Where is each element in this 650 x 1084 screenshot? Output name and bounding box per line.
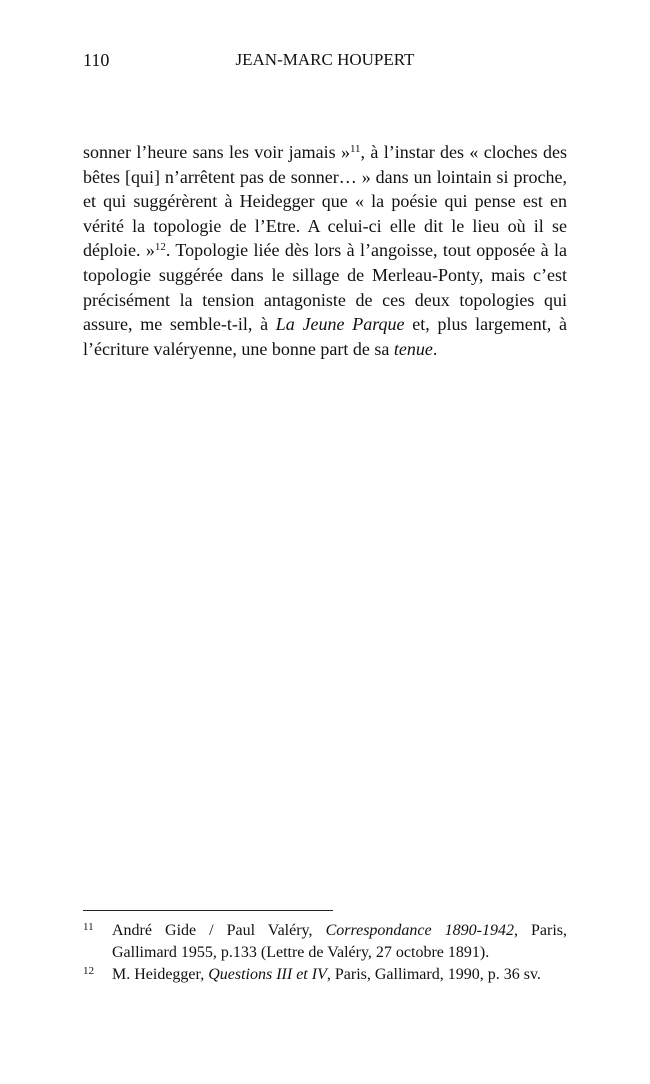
text-segment: . xyxy=(432,338,438,359)
footnote-text: , Paris, Gallimard 1955, p.133 (Lettre de Valéry, 27 octobre 1891). xyxy=(112,922,568,961)
text-segment: , à l’instar des « cloches des bêtes [qui] n’arrêtent pas de sonner… » dans un lointain si proche, et qui suggérèrent à Heidegger que « la poésie qui pense est en vérité la topologie de l’Etre. A celui-ci elle dit le lieu où il se déploie. » xyxy=(83,142,567,261)
footnote-ref-11: 11 xyxy=(349,143,361,155)
footnote-separator xyxy=(83,910,333,911)
footnote-number: 11 xyxy=(83,921,94,933)
text-segment: et, plus largement, à l’écriture valéryenne, une bonne part de sa xyxy=(83,314,567,359)
running-header xyxy=(83,50,567,76)
page-number: 110 xyxy=(83,50,110,70)
footnote-ref-12: 12 xyxy=(154,241,166,254)
italic-title: La Jeune Parque xyxy=(275,314,405,335)
footnote-text: , Paris, Gallimard, 1990, p. 36 sv. xyxy=(326,966,541,983)
running-title: JEAN-MARC HOUPERT xyxy=(235,50,415,69)
footnotes xyxy=(83,920,567,986)
body-paragraph xyxy=(83,140,567,361)
footnote-italic: Questions III et IV xyxy=(208,966,327,983)
footnote-number: 12 xyxy=(83,965,94,977)
body-text xyxy=(83,140,567,361)
italic-word: tenue xyxy=(393,338,433,359)
footnote-11 xyxy=(83,920,567,964)
footnote-text: M. Heidegger, xyxy=(112,966,209,983)
text-segment: sonner l’heure sans les voir jamais » xyxy=(83,142,350,162)
text-segment: . Topologie liée dès lors à l’angoisse, tout opposée à la topologie suggérée dans le sillage de Merleau-Ponty, mais c’est précisément la tension antagoniste de ces deux topologies qui assure, me semble-t-il, à xyxy=(83,240,567,335)
footnote-12 xyxy=(83,964,567,986)
footnote-text: André Gide / Paul Valéry, xyxy=(112,922,326,939)
footnote-italic: Correspondance 1890-1942 xyxy=(325,922,514,939)
